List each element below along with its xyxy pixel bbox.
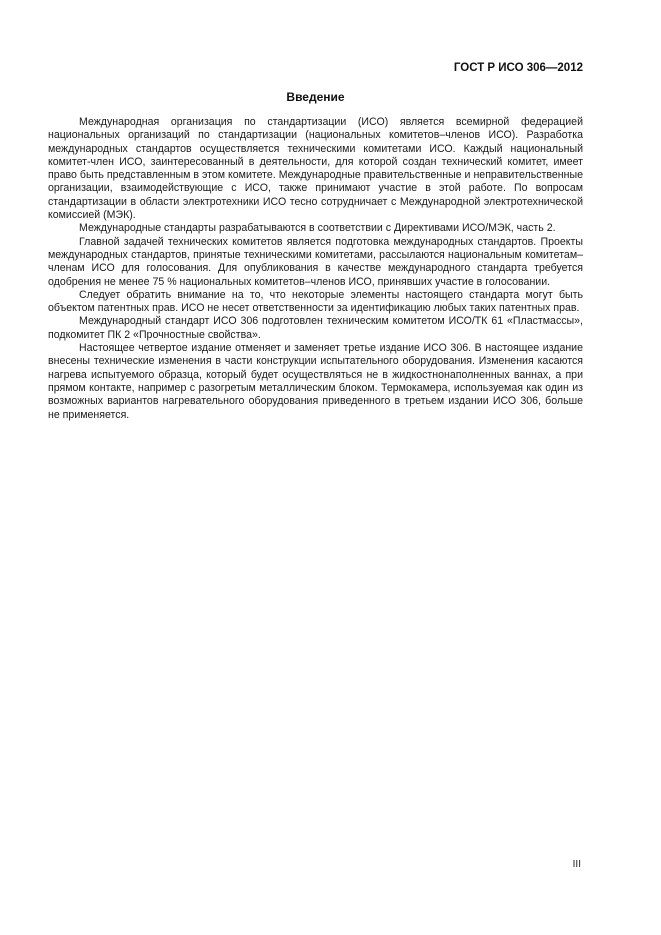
paragraph-directives: Международные стандарты разрабатываются в соответствии с Директивами ИСО/МЭК, часть 2.: [79, 222, 556, 235]
paragraph-patent-rights: Следует обратить внимание на то, что некоторые элементы настоящего стандарта могут быть объектом патентных прав. ИСО не несет ответственности за идентификацию любых таких патентных прав.: [48, 288, 583, 315]
paragraph-prepared-by: Международный стандарт ИСО 306 подготовлен техническим комитетом ИСО/ТК 61 «Пластмассы», подкомитет ПК 2 «Прочностные свойства».: [48, 315, 583, 341]
paragraph-edition-changes: Настоящее четвертое издание отменяет и заменяет третье издание ИСО 306. В настоящее издание внесены технические изменения в части конструкции испытательного оборудования. Изменения касаются нагрева испытуемого образца, который будет осуществляться не в жидкостнонаполненных ваннах, а при прямом контакте, например с разогретым металлическим блоком. Термокамера, используемая как один из возможных вариантов нагревательного оборудования приведенного в третьем издании ИСО 306, больше не применяется.: [48, 342, 583, 421]
paragraph-committees-task: Главной задачей технических комитетов является подготовка международных стандартов. Проекты международных стандартов, принятые техническими комитетами, рассылаются национальным комитетам–членам ИСО для голосования. Для опубликования в качестве международного стандарта требуется одобрения не менее 75 % национальных комитетов–членов ИСО, принявших участие в голосовании.: [48, 235, 583, 288]
section-title: Введение: [286, 90, 345, 104]
paragraph-iso-intro: Международная организация по стандартизации (ИСО) является всемирной федерацией национальных организаций по стандартизации (национальных комитетов–членов ИСО). Разработка международных стандартов осуществляется техническими комитетами ИСО. Каждый национальный комитет-член ИСО, заинтересованный в деятельности, для которой создан технический комитет, имеет право быть представленным в этом комитете. Международные правительственные и неправительственные организации, взаимодействующие с ИСО, также принимают участие в этой работе. По вопросам стандартизации в области электротехники ИСО тесно сотрудничает с Международной электротехнической комиссией (МЭК).: [48, 116, 583, 222]
page-number: III: [572, 859, 581, 870]
section-body: [48, 116, 583, 422]
document-code: ГОСТ Р ИСО 306—2012: [453, 62, 583, 74]
